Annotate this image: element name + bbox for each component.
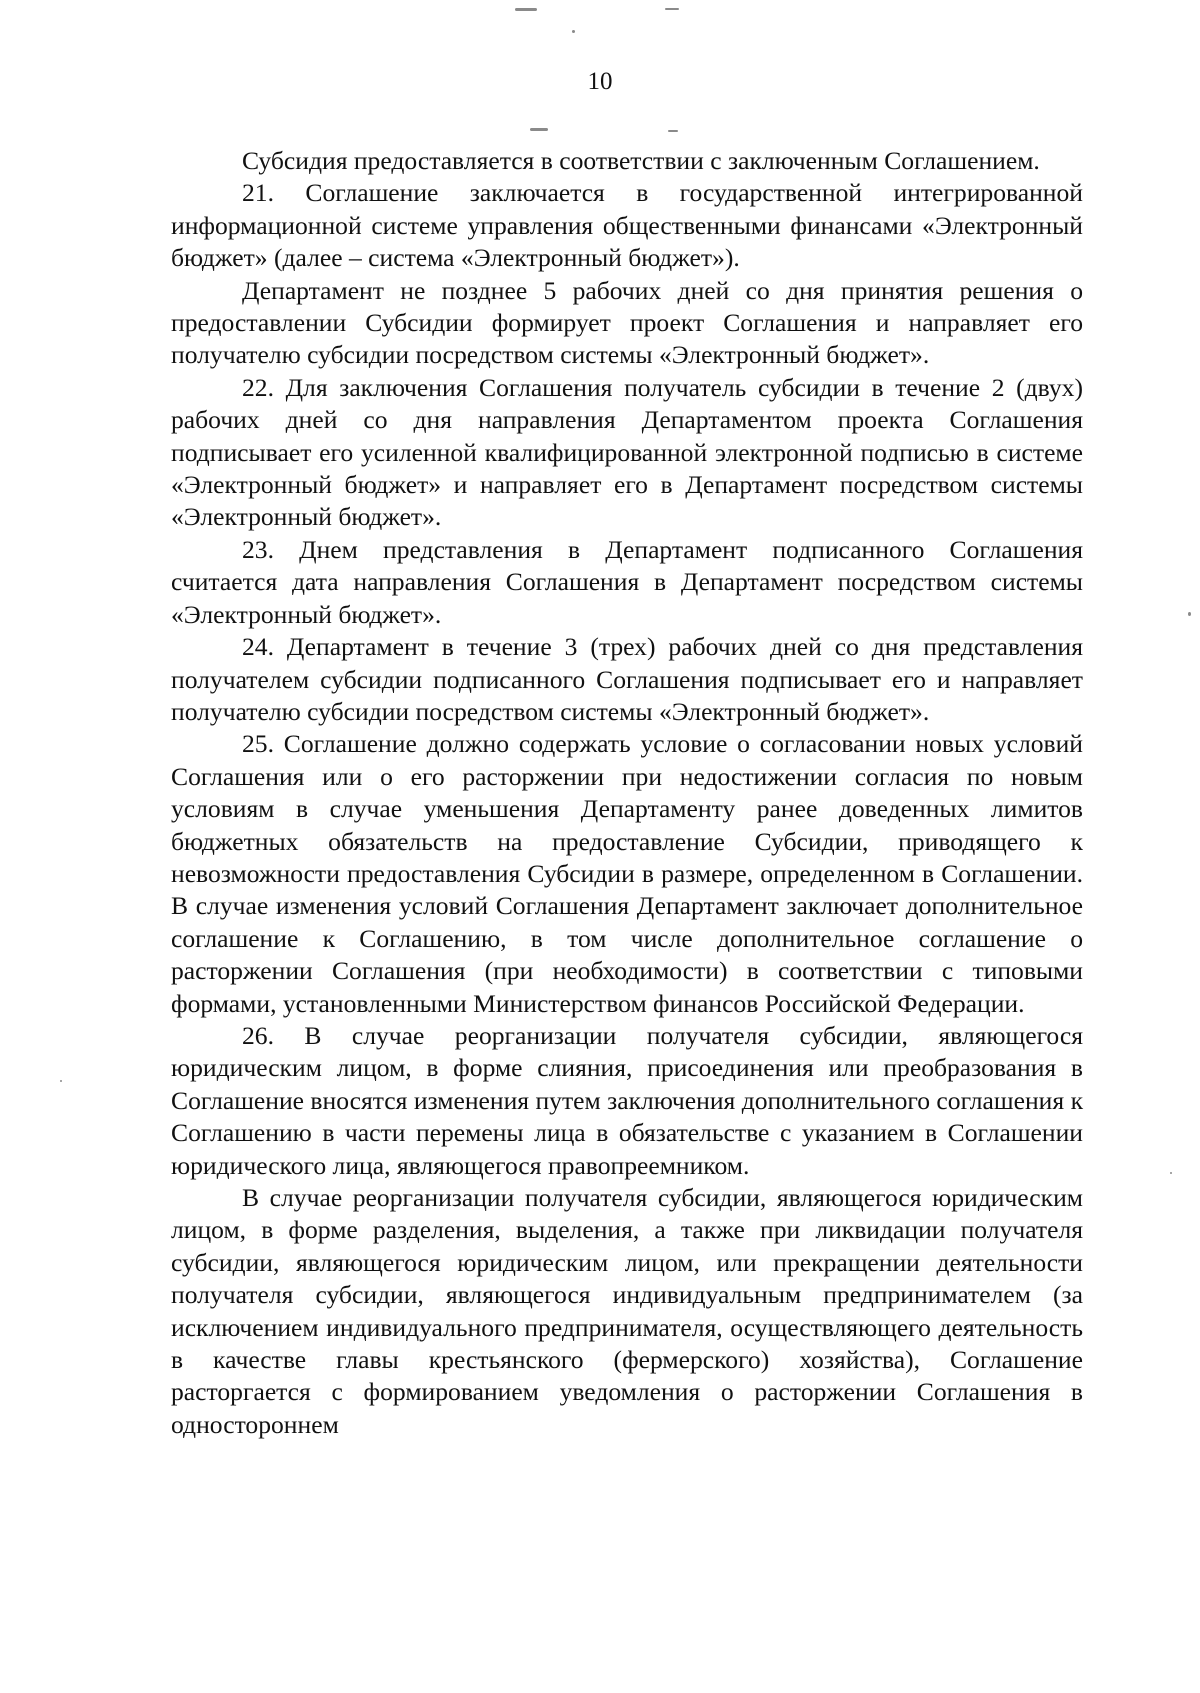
scan-speck (515, 8, 537, 11)
scan-speck (60, 1080, 62, 1082)
paragraph: 23. Днем представления в Департамент подписанного Соглашения считается дата направления Соглашения в Департамент посредством системы «Электронный бюджет». (171, 534, 1083, 629)
scan-speck (1188, 612, 1191, 616)
document-body (171, 145, 1083, 1441)
paragraph: 26. В случае реорганизации получателя субсидии, являющегося юридическим лицом, в форме слияния, присоединения или преобразования в Соглашение вносятся изменения путем заключения дополнительного соглашения к Соглашению в части перемены лица в обязательстве с указанием в Соглашении юридического лица, являющегося правопреемником. (171, 1020, 1083, 1180)
paragraph: 24. Департамент в течение 3 (трех) рабочих дней со дня представления получателем субсидии подписанного Соглашения подписывает его и направляет получателю субсидии посредством системы «Электронный бюджет». (171, 632, 1083, 726)
scan-speck (572, 30, 575, 33)
paragraph: 25. Соглашение должно содержать условие о согласовании новых условий Соглашения или о его расторжении при недостижении согласия по новым условиям в случае уменьшения Департаменту ранее доведенных лимитов бюджетных обязательств на предоставление Субсидии, приводящего к невозможности предоставления Субсидии в размере, определенном в Соглашении. В случае изменения условий Соглашения Департамент заключает дополнительное соглашение к Соглашению, в том числе дополнительное соглашение о расторжении Соглашения (при необходимости) в соответствии с типовыми формами, установленными Министерством финансов Российской Федерации. (171, 729, 1083, 1018)
paragraph: 22. Для заключения Соглашения получатель субсидии в течение 2 (двух) рабочих дней со дня направления Департаментом проекта Соглашения подписывает его усиленной квалифицированной электронной подписью в системе «Электронный бюджет» и направляет его в Департамент посредством системы «Электронный бюджет». (171, 372, 1083, 532)
paragraph: В случае реорганизации получателя субсидии, являющегося юридическим лицом, в форме разделения, выделения, а также при ликвидации получателя субсидии, являющегося юридическим лицом, или прекращении деятельности получателя субсидии, являющегося индивидуальным предпринимателем (за исключением индивидуального предпринимателя, осуществляющего деятельность в качестве главы крестьянского (фермерского) хозяйства), Соглашение расторгается с формированием уведомления о расторжении Соглашения в одностороннем (171, 1183, 1083, 1439)
paragraph: 21. Соглашение заключается в государственной интегрированной информационной системе управления общественными финансами «Электронный бюджет» (далее – система «Электронный бюджет»). (171, 178, 1083, 273)
page-number: 10 (587, 68, 613, 95)
paragraph: Субсидия предоставляется в соответствии с заключенным Соглашением. (242, 146, 1040, 175)
scan-speck (668, 130, 678, 132)
scan-speck (530, 128, 548, 131)
paragraph: Департамент не позднее 5 рабочих дней со дня принятия решения о предоставлении Субсидии формирует проект Соглашения и направляет его получателю субсидии посредством системы «Электронный бюджет». (171, 275, 1083, 370)
scan-speck (665, 8, 679, 10)
scan-speck (1170, 1172, 1172, 1174)
